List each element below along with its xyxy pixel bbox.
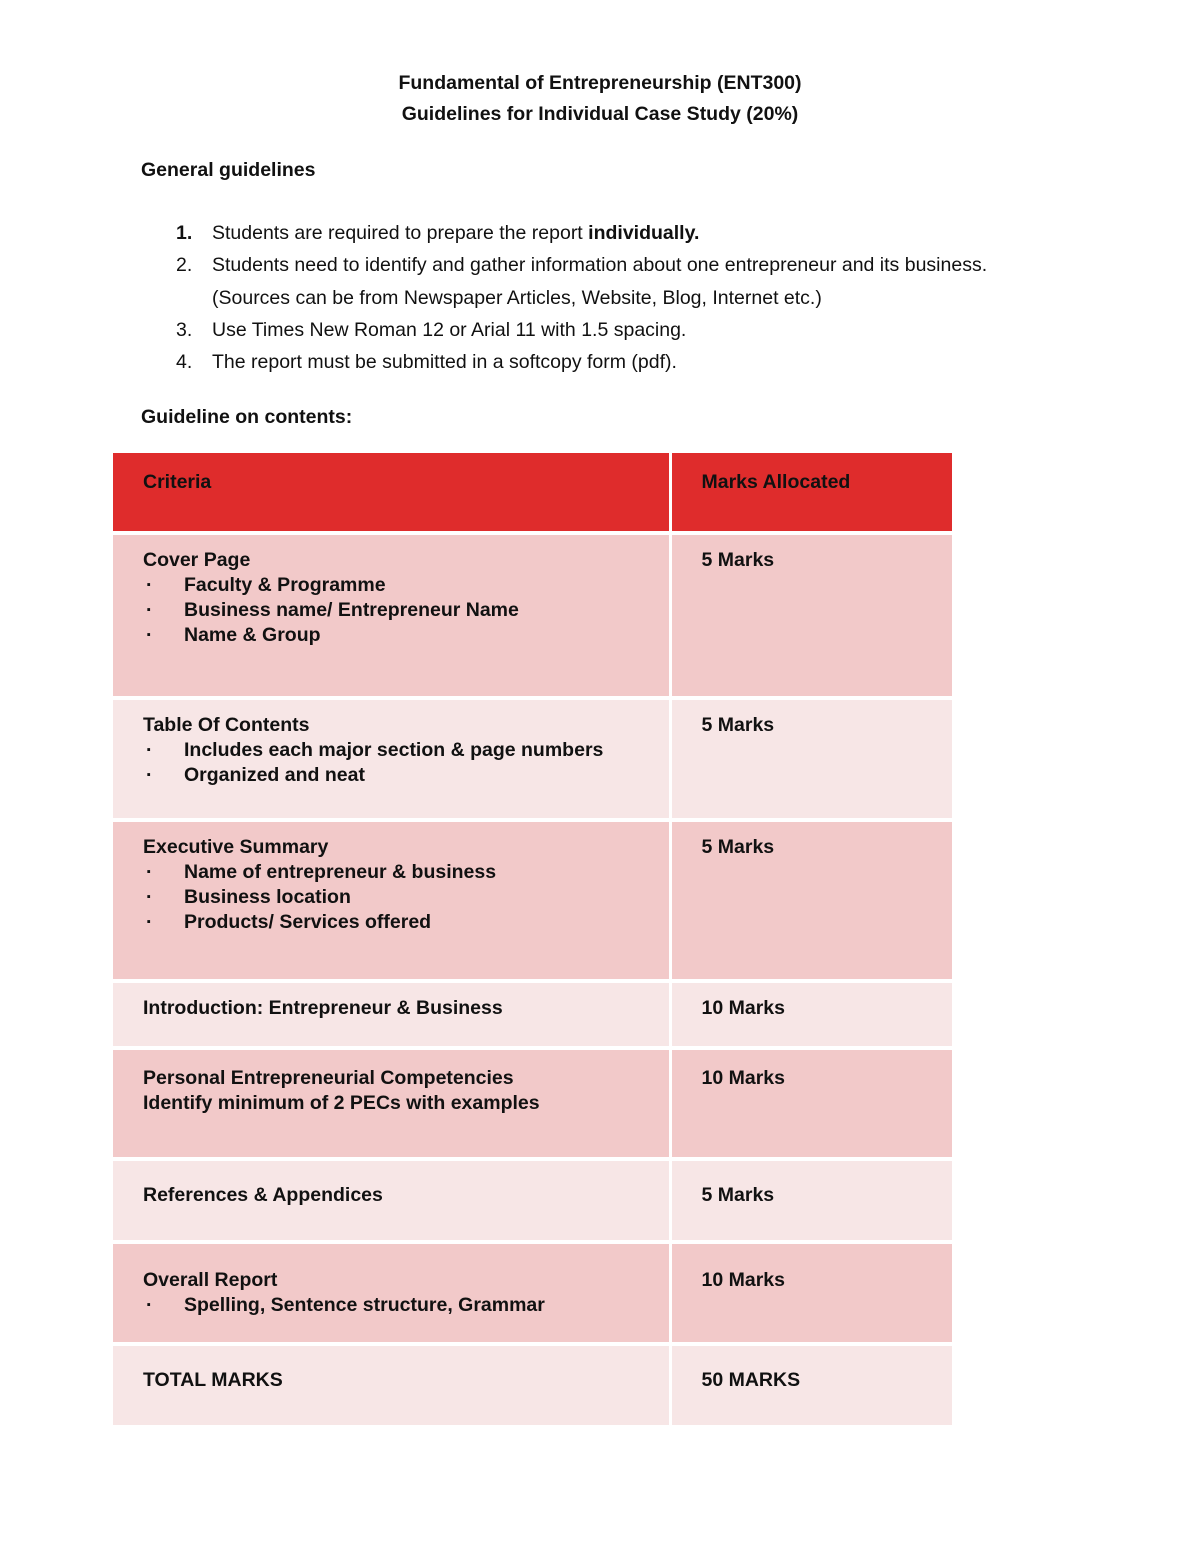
table-row [113,698,952,820]
table-row [113,981,952,1048]
criteria-cell [113,820,670,981]
assignment-title: Guidelines for Individual Case Study (20%) [401,103,799,125]
guideline-number: 3. [176,318,193,341]
guideline-text: Students are required to prepare the report [212,222,589,244]
total-marks-value: 50 MARKS [670,1344,952,1427]
guideline-item [141,249,1141,314]
criteria-column-header: Criteria [113,453,670,533]
criteria-item: · Business name/ Entrepreneur Name [143,598,669,623]
criteria-title: Overall Report [143,1269,278,1291]
total-marks-label: TOTAL MARKS [143,1369,283,1391]
marks-cell: 10 Marks [670,981,952,1048]
criteria-title: Personal Entrepreneurial Competencies [143,1067,514,1089]
guideline-item [141,314,1141,346]
criteria-item: · Products/ Services offered [143,910,669,935]
criteria-item: · Organized and neat [143,763,669,788]
marks-cell: 5 Marks [670,820,952,981]
criteria-table [113,453,952,1429]
guideline-item [141,217,1141,249]
contents-guideline-heading: Guideline on contents: [141,406,353,428]
criteria-item: · Spelling, Sentence structure, Grammar [143,1293,669,1318]
document-title [0,68,1200,130]
criteria-item: · Name & Group [143,623,669,648]
criteria-cell [113,533,670,698]
marks-cell: 10 Marks [670,1242,952,1344]
criteria-item: · Name of entrepreneur & business [143,860,669,885]
guideline-item [141,346,1141,378]
criteria-title: Executive Summary [143,836,329,858]
marks-column-header: Marks Allocated [670,453,952,533]
table-header-row [113,453,952,533]
guideline-emphasis: individually. [588,222,700,244]
criteria-title: Cover Page [143,549,251,571]
general-guidelines-heading: General guidelines [141,159,316,181]
criteria-subtitle: Identify minimum of 2 PECs with examples [143,1092,540,1114]
table-row [113,1344,952,1427]
criteria-cell [113,1159,670,1242]
guideline-text: Use Times New Roman 12 or Arial 11 with 1.5 spacing. [212,318,687,341]
criteria-title: Introduction: Entrepreneur & Business [143,997,503,1019]
guideline-text: The report must be submitted in a softcopy form (pdf). [212,351,677,374]
criteria-cell [113,1344,670,1427]
criteria-cell [113,698,670,820]
table-row [113,1159,952,1242]
guideline-text-continued: (Sources can be from Newspaper Articles, Website, Blog, Internet etc.) [212,286,822,309]
criteria-items [143,1293,669,1318]
table-row [113,1048,952,1159]
criteria-title: Table Of Contents [143,714,310,736]
table-row [113,1242,952,1344]
general-guidelines-list [141,217,1141,378]
table-row [113,820,952,981]
criteria-cell [113,981,670,1048]
criteria-cell [113,1242,670,1344]
criteria-items [143,738,669,788]
criteria-title: References & Appendices [143,1184,383,1206]
marks-cell: 5 Marks [670,1159,952,1242]
guideline-number: 4. [176,351,193,374]
guideline-number: 2. [176,254,193,277]
marks-cell: 5 Marks [670,533,952,698]
criteria-item: · Faculty & Programme [143,573,669,598]
criteria-item: · Business location [143,885,669,910]
guideline-number: 1. [176,222,193,244]
guideline-text: Students need to identify and gather information about one entrepreneur and its business. [212,254,988,277]
marks-cell: 5 Marks [670,698,952,820]
criteria-cell [113,1048,670,1159]
criteria-items [143,573,669,648]
marks-cell: 10 Marks [670,1048,952,1159]
table-row [113,533,952,698]
criteria-item: · Includes each major section & page numbers [143,738,669,763]
course-title: Fundamental of Entrepreneurship (ENT300) [398,72,802,94]
criteria-items [143,860,669,935]
